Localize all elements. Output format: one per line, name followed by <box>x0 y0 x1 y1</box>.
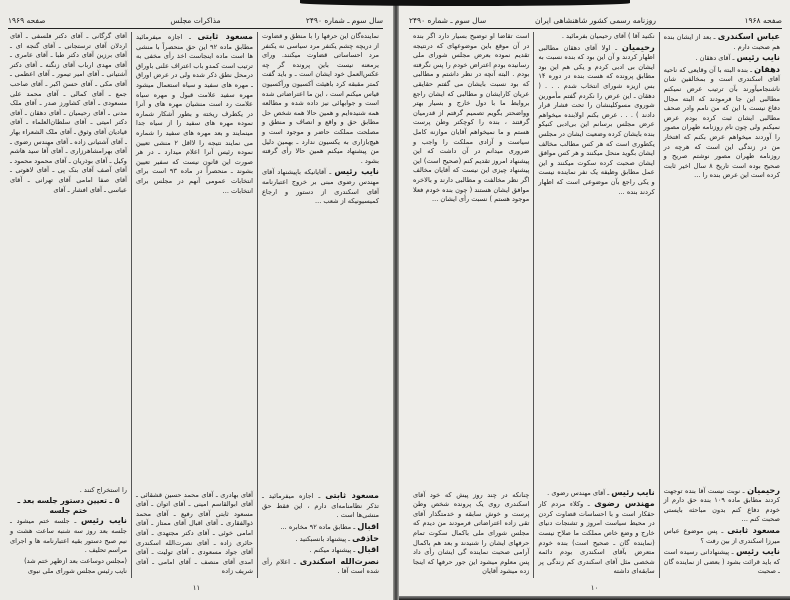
paragraph <box>10 567 127 577</box>
paragraph: رحیمیان ـ نوبت نیست آقا بنده توجهت کردند مطابق ماده ۱۰۹ بنده حق دارم از خودم دفاع کنم بدون مباحثه بایستی صحبت کنم ... <box>663 484 780 524</box>
issue-number: سال سوم ـ شماره ۲۴۹۰ <box>305 16 383 25</box>
left-page <box>0 0 393 600</box>
paragraph: نصرت‌الله اسکندری ـ اعلام رأی شده است آقا . <box>262 555 379 576</box>
paragraph <box>538 32 654 42</box>
right-page <box>399 0 790 600</box>
paragraph <box>136 491 253 577</box>
column-bottom <box>262 491 379 578</box>
speech-text: را استخراج کنند . <box>79 485 127 494</box>
speech-text: اولا آقای دهقان مطالبی اظهار کردند و آن این بود که بنده نسبت به ایشان بی ادبی کردم و یکی هم این بود مطابق پرونده که هست بنده در دوره ۱۴ بس ازیزه شورای انتخاب شدم . . . ( دهقان ـ این عرض را نکردم گفتم مأمورین شوروی مسوکلینشان را تحت فشار قرار دادند ) . . . عرض بکنم اولابنده میخواهم عرض مجلس برسانم این بی‌ادبی کنیکو بنده بایشان کرده وضعیت ایشان در مجلس یکطوری است که هر کس مطالب مخالف ایشان بگوید منحل میکنند و هر کس موافق ایشان صحبت کرده سکوت میکنند و این عمل مطابق وظیفه یک نفر نماینده نیست و یکی راجع بآن موضوعی است که اظهار کردند بنده ... <box>538 43 655 196</box>
text-columns <box>6 32 383 578</box>
paragraph: نایب رئیس ـ آقای دهقان . <box>695 52 780 63</box>
speech-text: نایب رئیس مجلس شورای ملی نبوی <box>27 567 127 576</box>
speech-text: جلسه ختم میشود ـ جلسه بعد روز سه شنبه ساعت هشت و نیم صبح دستور بقیه اعتبارنامه ها و اجرای مراسم تحلیف . <box>10 517 127 555</box>
paragraph: دهقان ـ بنده البته با آن وقایعی که ناحیه آقای اسکندری است و بمخالفین شان ناشنجامیآورند بآن ترتیب عرض نمیکنم مطالبی این جا فرمودند که البته مجال دفاع نیست با این که من نامم وادر صحف مطالبی ایشان ثبت کرده بودم عرض نمیکنم ولی چون نام روزنامه طهران مصور را آوردند میخواهم عرض بکنم که افتخار من در زندگی این است که هرچه در روزنامه طهران مصور نوشتم صریح و صحیح بوده است تاریخ ۸ سال اخیر ثابت کرده است این عرض بنده را ... <box>663 63 780 180</box>
section-heading: ۵ ـ تعیین دستور جلسه بعد ـ ختم جلسه <box>17 496 120 515</box>
speaker-name: دهقان <box>754 63 780 74</box>
column-bottom <box>136 491 253 578</box>
speech-text: وکلاء مردم کار حقکار است و با احساسات قضاوت کردن در محیط سیاست امروز و تشنجات دنیای خارج و وضع خاص مملکت ما صلاح نیست (نماینده گان ـ صحیح است) بنده خودم متعرض بآقای اسکندری بودم دائمه شخصی مثل آقای اسکندری کم زندگی پر سابقه‌ای داشته <box>538 500 655 576</box>
speaker-name: نایب رئیس <box>736 52 780 63</box>
column-bottom <box>664 486 780 578</box>
speech-text: اعلام رأی شده است آقا . <box>262 557 379 576</box>
speech-text: اجازه میفرمائید مطابق ماده ۹۲ این حق منحصراً با منشی ها است ماده اینجاست اخذ رأی مخفی به ترتیب است کمدو باب اعتراف علنی باوراق درمحل نطق ذکر شده ولی در عرض اوراق ـ مهره های سفید و سیاه استعمال میشود مهره سفید علامت قبول و مهره سیاه علامت رد است منشیان مهره های و آنرا در یکطرف ریخته و بطور آشکار شماره نموده مهره های سفید را از سیاه جدا مینمایند و بعد مهره های سفید را شماره می نمایند نتیجه را لااقل ۲ منشی تعیین نموده رئیس آنرا اعلام میدارد ـ در هر صورت این قانون نیست که سفیر تعیین بشوند ـ منحصراً در ماده ۹۳ است برای انتخابات عمومی آنهم در مجلس برای انتخابات ... <box>136 33 253 195</box>
issue-number: سال سوم ـ شماره ۲۴۹۰ <box>409 16 487 25</box>
paragraph: عباس اسکندری ـ بعد از ایشان بنده هم صحبت دارم . <box>663 32 780 51</box>
speech-text: پیشنهاد بانسبکنید . <box>295 534 347 543</box>
text-column <box>409 32 534 578</box>
speaker-name: نایب رئیس <box>334 166 379 177</box>
speaker-name: عباس اسکندری <box>717 32 780 41</box>
page-header <box>8 14 383 29</box>
speech-text: بعد از ایشان بنده هم صحبت دارم . <box>663 33 780 51</box>
speech-text: چنانکه در چند روز پیش که خود آقای اسکندری روی یک پرونده شخص وطن پرست و خوش سابقه و خدمتگذار آقای تقی زاده اعتراضاتی فرمودند من دیدم که مجلس شورای ملی باکمال سکوت تمام حرفهای ایشان را شنیدند و بعد هم باکمال آرامی صحبت نماینده گی ایشان رأی داد پس معلوم میشود این جور حرفها که اینجا زده میشود آقایان <box>413 490 530 576</box>
paragraph <box>10 557 127 567</box>
speaker-name: اقبال <box>357 521 379 532</box>
paragraph <box>10 32 127 195</box>
speech-text: بنده البته با آن وقایعی که ناحیه آقای اسکندری است و بمخالفین شان ناشنجامیآورند بآن ترتیب عرض نمیکنم مطالبی این جا فرمودند که البته مجال دفاع نیست با این که من نامم وادر صحف مطالبی ایشان ثبت کرده بودم عرض نمیکنم ولی چون نام روزنامه طهران مصور را آوردند میخواهم عرض بکنم که افتخار من در زندگی این است که هرچه در روزنامه طهران مصور نوشتم صریح و صحیح بوده است تاریخ ۸ سال اخیر ثابت کرده است این عرض بنده را ... <box>663 65 780 180</box>
speech-text: است تقاضا او توضیح بسیار دارد اگر بنده در آن موقع باین موضوعهای که درنتیجه تقدیم نموده بعرض مجلس شورای ملی رسانیده بودم اعتراض خودم را پس نگرفته بودم . البته آنچه در نظر داشتم و مطالبی که بود نسبت بایشان می گفتم حقایقی عریان کارایشان و مطالبی که ایشان راجع بروابط ما با دول خارج و بسیار بهتر وواضحتر بگویم تصمیم گرفتم از قدرمیان گرفتند ، بنده را کوچکتر وطن پرست هستم و ما نمیخواهم آقایان موازنه کامل سیاست و آزادی مملکت را واجب و ضروری میدانم در آن داشت که این پیشنهاد امروز تقدیم کنم (صحیح است) این پیشنهاد چیزی این نیست که آقایان مخالف اگر نظر مخالفت و مطالبی دارند و بالاخره موافق ایشان هستند ( چون بنده خودم فعلا موجود هستم ) نسبت رأی ایشان ... <box>413 32 530 204</box>
paragraph <box>413 491 529 577</box>
paragraph: نایب رئیس ـ آقایانیکه باپیشنهاد آقای مهندس رضوی مبنی بر خروج اعتبارنامه آقای اسکندری از دستور و ارجاع کمیسیونیکه از شعب ... <box>262 166 379 206</box>
column-bottom <box>10 486 127 578</box>
scan-top-shadow <box>300 0 630 6</box>
speaker-name: اقبال <box>357 544 379 555</box>
paragraph: رحیمیان ـ اولا آقای دهقان مطالبی اظهار کردند و آن این بود که بنده نسبت به ایشان بی ادبی کردم و یکی هم این بود مطابق پرونده که هست بنده در دوره ۱۴ بس ازیزه شورای انتخاب شدم . . . ( دهقان ـ این عرض را نکردم گفتم مأمورین شوروی مسوکلینشان را تحت فشار قرار دادند ) . . . عرض بکنم اولابنده میخواهم عرض مجلس برسانم این بی‌ادبی کنیکو بنده بایشان کرده وضعیت ایشان در مجلس یکطوری است که هر کس مطالب مخالف ایشان بگوید منحل میکنند و هر کس موافق ایشان صحبت کرده سکوت میکنند و این عمل مطابق وظیفه یک نفر نماینده نیست و یکی راجع بآن موضوعی است که اظهار کردند بنده ... <box>538 41 655 196</box>
speech-text: آقایانیکه باپیشنهاد آقای مهندس رضوی مبنی بر خروج اعتبارنامه آقای اسکندری از دستور و ارجاع کمیسیونیکه از شعب ... <box>262 168 379 206</box>
paragraph: اقبال ـ مطابق ماده ۹۲ مخابره ... <box>280 521 379 532</box>
text-column <box>132 32 258 578</box>
paragraph: نایب رئیس ـ جلسه ختم میشود ـ جلسه بعد روز سه شنبه ساعت هشت و نیم صبح دستور بقیه اعتبارنامه ها و اجرای مراسم تحلیف . <box>10 515 127 555</box>
speaker-name: مهندس رضوی <box>594 498 655 509</box>
speaker-name: نایب رئیس <box>611 486 655 497</box>
speaker-name: نصرت‌الله اسکندری <box>299 555 379 566</box>
page-number: ۱۱ <box>192 584 201 592</box>
column-bottom <box>413 491 529 578</box>
speaker-name: مسعود ثابتی <box>325 490 380 501</box>
column-top <box>262 32 379 208</box>
text-columns <box>409 32 784 578</box>
paragraph <box>10 486 127 496</box>
speaker-name: رحیمیان <box>621 41 655 52</box>
column-bottom <box>538 488 654 578</box>
paragraph: حاذقی ـ پیشنهاد بانسبکنید . <box>295 532 379 543</box>
speaker-name: مسعود ثابتی <box>197 32 253 41</box>
paragraph: نایب رئیس ـ آقای مهندس رضوی . <box>547 486 655 497</box>
page-header <box>409 14 782 29</box>
paragraph <box>413 32 529 205</box>
speaker-name: حاذقی <box>352 532 379 543</box>
running-title: مذاکرات مجلس <box>170 16 221 25</box>
text-column <box>660 32 784 578</box>
speech-text: پس موضوع عباس میرزا اسکندری از بین رفت ؟ <box>663 527 780 545</box>
column-top <box>538 32 654 198</box>
speaker-name: رحیمیان <box>747 484 780 495</box>
column-top <box>136 32 253 197</box>
text-column <box>534 32 659 578</box>
speaker-name: نایب رئیس <box>81 515 127 526</box>
speech-text: نکنید آقا ) آقای رحیمیان بفرمائید . <box>561 32 655 40</box>
page-number: ۱۰ <box>590 584 599 592</box>
text-column <box>6 32 132 578</box>
running-title: روزنامه رسمی کشور شاهنشاهی ایران <box>535 16 656 25</box>
paragraph <box>262 32 379 166</box>
speech-text: مطابق ماده ۹۲ مخابره ... <box>280 523 352 532</box>
paragraph: نایب رئیس ـ پیشنهادانی رسیده است که باید قرائت بشود ( بعضی از نماینده گان ـ صحبت <box>663 546 780 576</box>
speech-text: آقای دهقان . <box>695 54 731 63</box>
speech-text: آقای گرگانی ـ آقای دکتر فلسفی ـ آقای اردلان آقای ترستجانی ـ آقای گنجه ای ـ آقای برزین آقای دکتر طبا ـ آقای عامری ـ آقای مهدی ارباب آقای زنگنه ـ آقای دکتر آشتیانی ـ آقای امیر تیمور ـ آقای اعظمی ـ آقای مکی ـ آقای حسن اکبر ـ آقای صاحب جمع ـ آقای کمالی ـ آقای محمد علی مسعودی ـ آقای کشاورز صدر ـ آقای ملک مدنی ـ آقای رحیمیان ـ آقای دهقان ـ آقای دکتر امیتی ـ آقای سلطان‌العلماء ـ آقای قیادیان آقای وثوق ـ آقای ملک الشعراء بهار ـ آقای آشتیانی زاده ـ آقای مهندس رضوی ـ آقای بهرامشاهرزاری ـ آقای آقا سید هاشم وکیل ـ آقای بوذریان ـ آقای محمود محمود ـ آقای آصف آقای بنک پی ـ آقای لاهوتی ـ آقای صفا امامی آقای تهرانی ـ آقای عباسی ـ آقای افشار ـ آقای <box>10 32 127 194</box>
speech-text: نماینده‌گان این حرفها را با منطق و قضاوت از دریچه چشم یکنفر مرد سیاسی نه یکنفر مرد احساساتی قضاوت میکنند. ورای یرمعنه‌ نیست باین پرونده گر چه عکس‌العمل خود ایشان است ـ و باید گفت کمتر مقبقه کرد باهیئت آکسیون ورآکسیون قیاس میکنم است ، این ما اعتراضاتی شده است و جوابهائی نیز داده شده و مطالعه همه شنیده‌ایم و همین حالا همه شخص حل مطابق حق و واقع و انصاف و منطق و مصلحت مملکت حاضر و موجود است و هیچ‌بازاری به یکسیون ندارد ـ بهمین دلیل من پیشنهاد میکنم همین حالا رأی گرفته بشود . <box>262 32 379 165</box>
speech-text: آقای مهندس رضوی . <box>547 488 606 497</box>
scan-edge-shadow <box>399 596 790 600</box>
page-label: صفحه ۱۹۶۸ <box>744 16 782 25</box>
speech-text: پیشنهادانی رسیده است که باید قرائت بشود ( بعضی از نماینده گان ـ صحبت <box>663 548 780 576</box>
text-column <box>258 32 383 578</box>
column-top <box>664 32 780 182</box>
speaker-name: مسعود ثابتی <box>727 525 781 536</box>
speech-text: اجازه میفرمائید ـ تذکر نظامنامه‌ای دارم ، این فقط حق منشی‌ها است . <box>262 492 379 520</box>
paragraph: مسعود ثابتی ـ اجازه میفرمائید مطابق ماده ۹۲ این حق منحصراً با منشی ها است ماده اینجاست اخذ رأی مخفی به ترتیب است کمدو باب اعتراف علنی باوراق درمحل نطق ذکر شده ولی در عرض اوراق ـ مهره های سفید و سیاه استعمال میشود مهره سفید علامت قبول و مهره سیاه علامت رد است منشیان مهره های و آنرا در یکطرف ریخته و بطور آشکار شماره نموده مهره های سفید را از سیاه جدا مینمایند و بعد مهره های سفید را شماره می نمایند نتیجه را لااقل ۲ منشی تعیین نموده رئیس آنرا اعلام میدارد ـ در هر صورت این قانون نیست که سفیر تعیین بشوند ـ منحصراً در ماده ۹۳ است برای انتخابات عمومی آنهم در مجلس برای انتخابات ... <box>136 32 253 195</box>
page-label: صفحه ۱۹۶۹ <box>8 16 46 25</box>
paragraph: اقبال ـ پیشنهاد میکنم . <box>309 544 379 555</box>
speech-text: آقای بهادری ـ آقای محمد حسین قشقائی ـ آقای ابوالقاسم امینی ـ آقای اتوان ـ آقای مسعود ثابتی آقای رفیع ـ آقای محمد ذوالفقاری ـ آقای اقبال آقای ممتاز ـ آقای امامی خوئی ـ آقای دکتر مجتهدی ـ آقای حائری زاده ـ آقای نصرت‌الله اسکندری آقای جواد مسعودی ـ آقای تولیت ـ آقای امدی آقای منصف ـ آقای امامی ـ آقای شریف زاده <box>136 490 253 576</box>
book-binding-gutter <box>393 0 399 600</box>
column-top <box>10 32 127 196</box>
paragraph: مسعود ثابتی ـ اجازه میفرمائید ـ تذکر نظامنامه‌ای دارم ، این فقط حق منشی‌ها است . <box>262 490 380 520</box>
paragraph: مسعود ثابتی ـ پس موضوع عباس میرزا اسکندری از بین رفت ؟ <box>663 525 781 545</box>
speech-text: (مجلس دوساعت بعد ازظهر ختم شد) <box>24 556 127 565</box>
speech-text: پیشنهاد میکنم . <box>309 546 352 555</box>
column-top <box>413 32 529 206</box>
paragraph: مهندس رضوی ـ وکلاء مردم کار حقکار است و با احساسات قضاوت کردن در محیط سیاست امروز و تشنجات دنیای خارج و وضع خاص مملکت ما صلاح نیست (نماینده گان ـ صحیح است) بنده خودم متعرض بآقای اسکندری بودم دائمه شخصی مثل آقای اسکندری کم زندگی پر سابقه‌ای داشته <box>538 498 655 576</box>
speaker-name: نایب رئیس <box>736 546 780 557</box>
speech-text: نوبت نیست آقا بنده توجهت کردند مطابق ماده ۱۰۹ بنده حق دارم از خودم دفاع کنم بدون مباحثه بایستی صحبت کنم ... <box>663 486 780 524</box>
